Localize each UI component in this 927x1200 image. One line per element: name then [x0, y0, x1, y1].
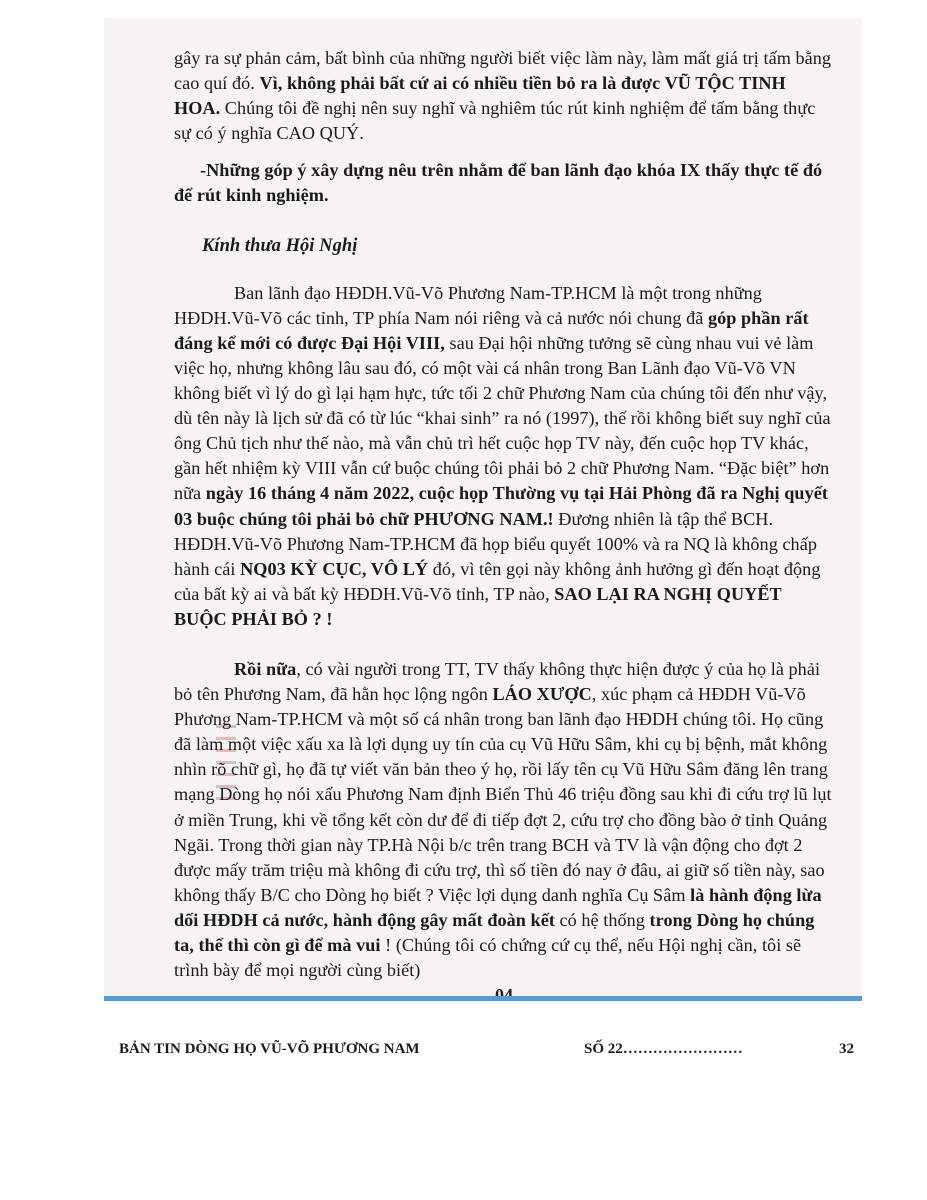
- paragraph-2: [174, 158, 834, 208]
- text-run: Đương nhiên là tập thể BCH. HĐDH.Vũ-Võ Phương Nam-TP.HCM đã họp biểu quyết 100% và ra NQ là không chấp hành cái: [174, 508, 817, 579]
- bold-text-run: Vì, không phải bất cứ ai có nhiều tiền bỏ ra là được VŨ TỘC TINH HOA.: [174, 73, 786, 119]
- bold-text-run: Rồi nữa: [234, 658, 297, 679]
- bold-text-run: là hành động lừa dối HĐDH cả nước, hành động gây mất đoàn kết: [174, 884, 822, 930]
- bold-text-run: trong Dòng họ chúng ta, thế thì còn gì để mà vui: [174, 909, 815, 955]
- bold-text-run: SAO LẠI RA NGHỊ QUYẾT BUỘC PHẢI BỎ ? !: [174, 583, 782, 629]
- scanned-page: [104, 18, 862, 996]
- footer-rule: [104, 996, 862, 1001]
- paragraph-4: [174, 657, 834, 983]
- bold-text-run: -Những góp ý xây dựng nêu trên nhằm để ban lãnh đạo khóa IX thấy thực tế đó để rút kinh nghiệm.: [174, 160, 823, 206]
- text-run: sau Đại hội những tưởng sẽ cùng nhau vui vẻ làm việc họ, nhưng không lâu sau đó, có một vài cá nhân trong Ban Lãnh đạo Vũ-Võ VN không biết vì lý do gì lại hạm hực, tức tối 2 chữ Phương Nam của chúng tôi đến như vậy, dù tên này là lịch sử đã có từ lúc “khai sinh” ra nó (1997), thế rồi không biết suy nghĩ của ông Chủ tịch như thế nào, mà vẫn chủ trì hết cuộc họp TV này, đến cuộc họp TV khác, gần hết nhiệm kỳ VIII vẫn cứ buộc chúng tôi phải bỏ 2 chữ Phương Nam. “Đặc biệt” hơn nữa: [174, 332, 831, 504]
- text-run: ! (Chúng tôi có chứng cứ cụ thể, nếu Hội nghị cần, tôi sẽ trình bày để mọi người cùng biết): [174, 935, 802, 981]
- salutation: Kính thưa Hội Nghị: [202, 235, 358, 256]
- bold-text-run: NQ03 KỲ CỤC, VÔ LÝ: [240, 558, 429, 579]
- newsletter-title: BẢN TIN DÒNG HỌ VŨ-VÕ PHƯƠNG NAM: [119, 1041, 420, 1057]
- bold-text-run: ngày 16 tháng 4 năm 2022, cuộc họp Thường vụ tại Hải Phòng đã ra Nghị quyết 03 buộc chúng tôi phải bỏ chữ PHƯƠNG NAM.!: [174, 483, 828, 529]
- paragraph-3: [174, 281, 834, 632]
- text-run: có hệ thống: [554, 909, 650, 930]
- text-run: , xúc phạm cả HĐDH Vũ-Võ Phương Nam-TP.HCM và một số cá nhân trong ban lãnh đạo HĐDH chúng tôi. Họ cũng đã làm một việc xấu xa là lợi dụng uy tín của cụ Vũ Hữu Sâm, khi cụ bị bệnh, mắt không nhìn rõ chữ gì, họ đã tự viết văn bản theo ý họ, rồi lấy tên cụ Vũ Hữu Sâm đăng lên trang mạng Dòng họ nói xấu Phương Nam định Biển Thủ 46 triệu đồng sau khi đi cứu trợ lũ lụt ở miền Trung, khi về tổng kết còn dư để đi tiếp đợt 2, cứu trợ cho đồng bào ở tỉnh Quảng Ngãi. Trong thời gian này TP.Hà Nội b/c trên trang BCH và TV là vận động cho đợt 2 được mấy trăm triệu mà không đi cứu trợ, thì số tiền đó nay ở đâu, ai giữ số tiền này, sao không thấy B/C cho Dòng họ biết ? Việc lợi dụng danh nghĩa Cụ Sâm: [174, 684, 832, 905]
- footer: [119, 1041, 854, 1063]
- paragraph-1: [174, 46, 834, 146]
- bold-text-run: góp phần rất đáng kể mới có được Đại Hội VIII,: [174, 307, 809, 353]
- text-run: , có vài người trong TT, TV thấy không thực hiện được ý của họ là phải bỏ tên Phương Nam, đã hằn học lộng ngôn: [174, 658, 821, 705]
- text-run: đó, vì tên gọi này không ảnh hưởng gì đến hoạt động của bất kỳ ai và bất kỳ HĐDH.Vũ-Võ tỉnh, TP nào,: [174, 558, 821, 604]
- issue-number: SỐ 22……………………: [584, 1041, 743, 1057]
- page-body: [174, 46, 834, 1008]
- page-number: 32: [839, 1041, 854, 1057]
- text-run: Chúng tôi đề nghị nên suy nghĩ và nghiêm túc rút kinh nghiệm để tấm bằng thực sự có ý nghĩa CAO QUÝ.: [174, 98, 816, 144]
- bold-text-run: LÁO XƯỢC: [492, 684, 592, 705]
- text-run: gây ra sự phản cảm, bất bình của những người biết việc làm này, làm mất giá trị tấm bằng cao quí đó.: [174, 48, 832, 94]
- text-run: Ban lãnh đạo HĐDH.Vũ-Võ Phương Nam-TP.HCM là một trong những HĐDH.Vũ-Võ các tỉnh, TP phía Nam nói riêng và cả nước nói chung đã: [174, 282, 762, 328]
